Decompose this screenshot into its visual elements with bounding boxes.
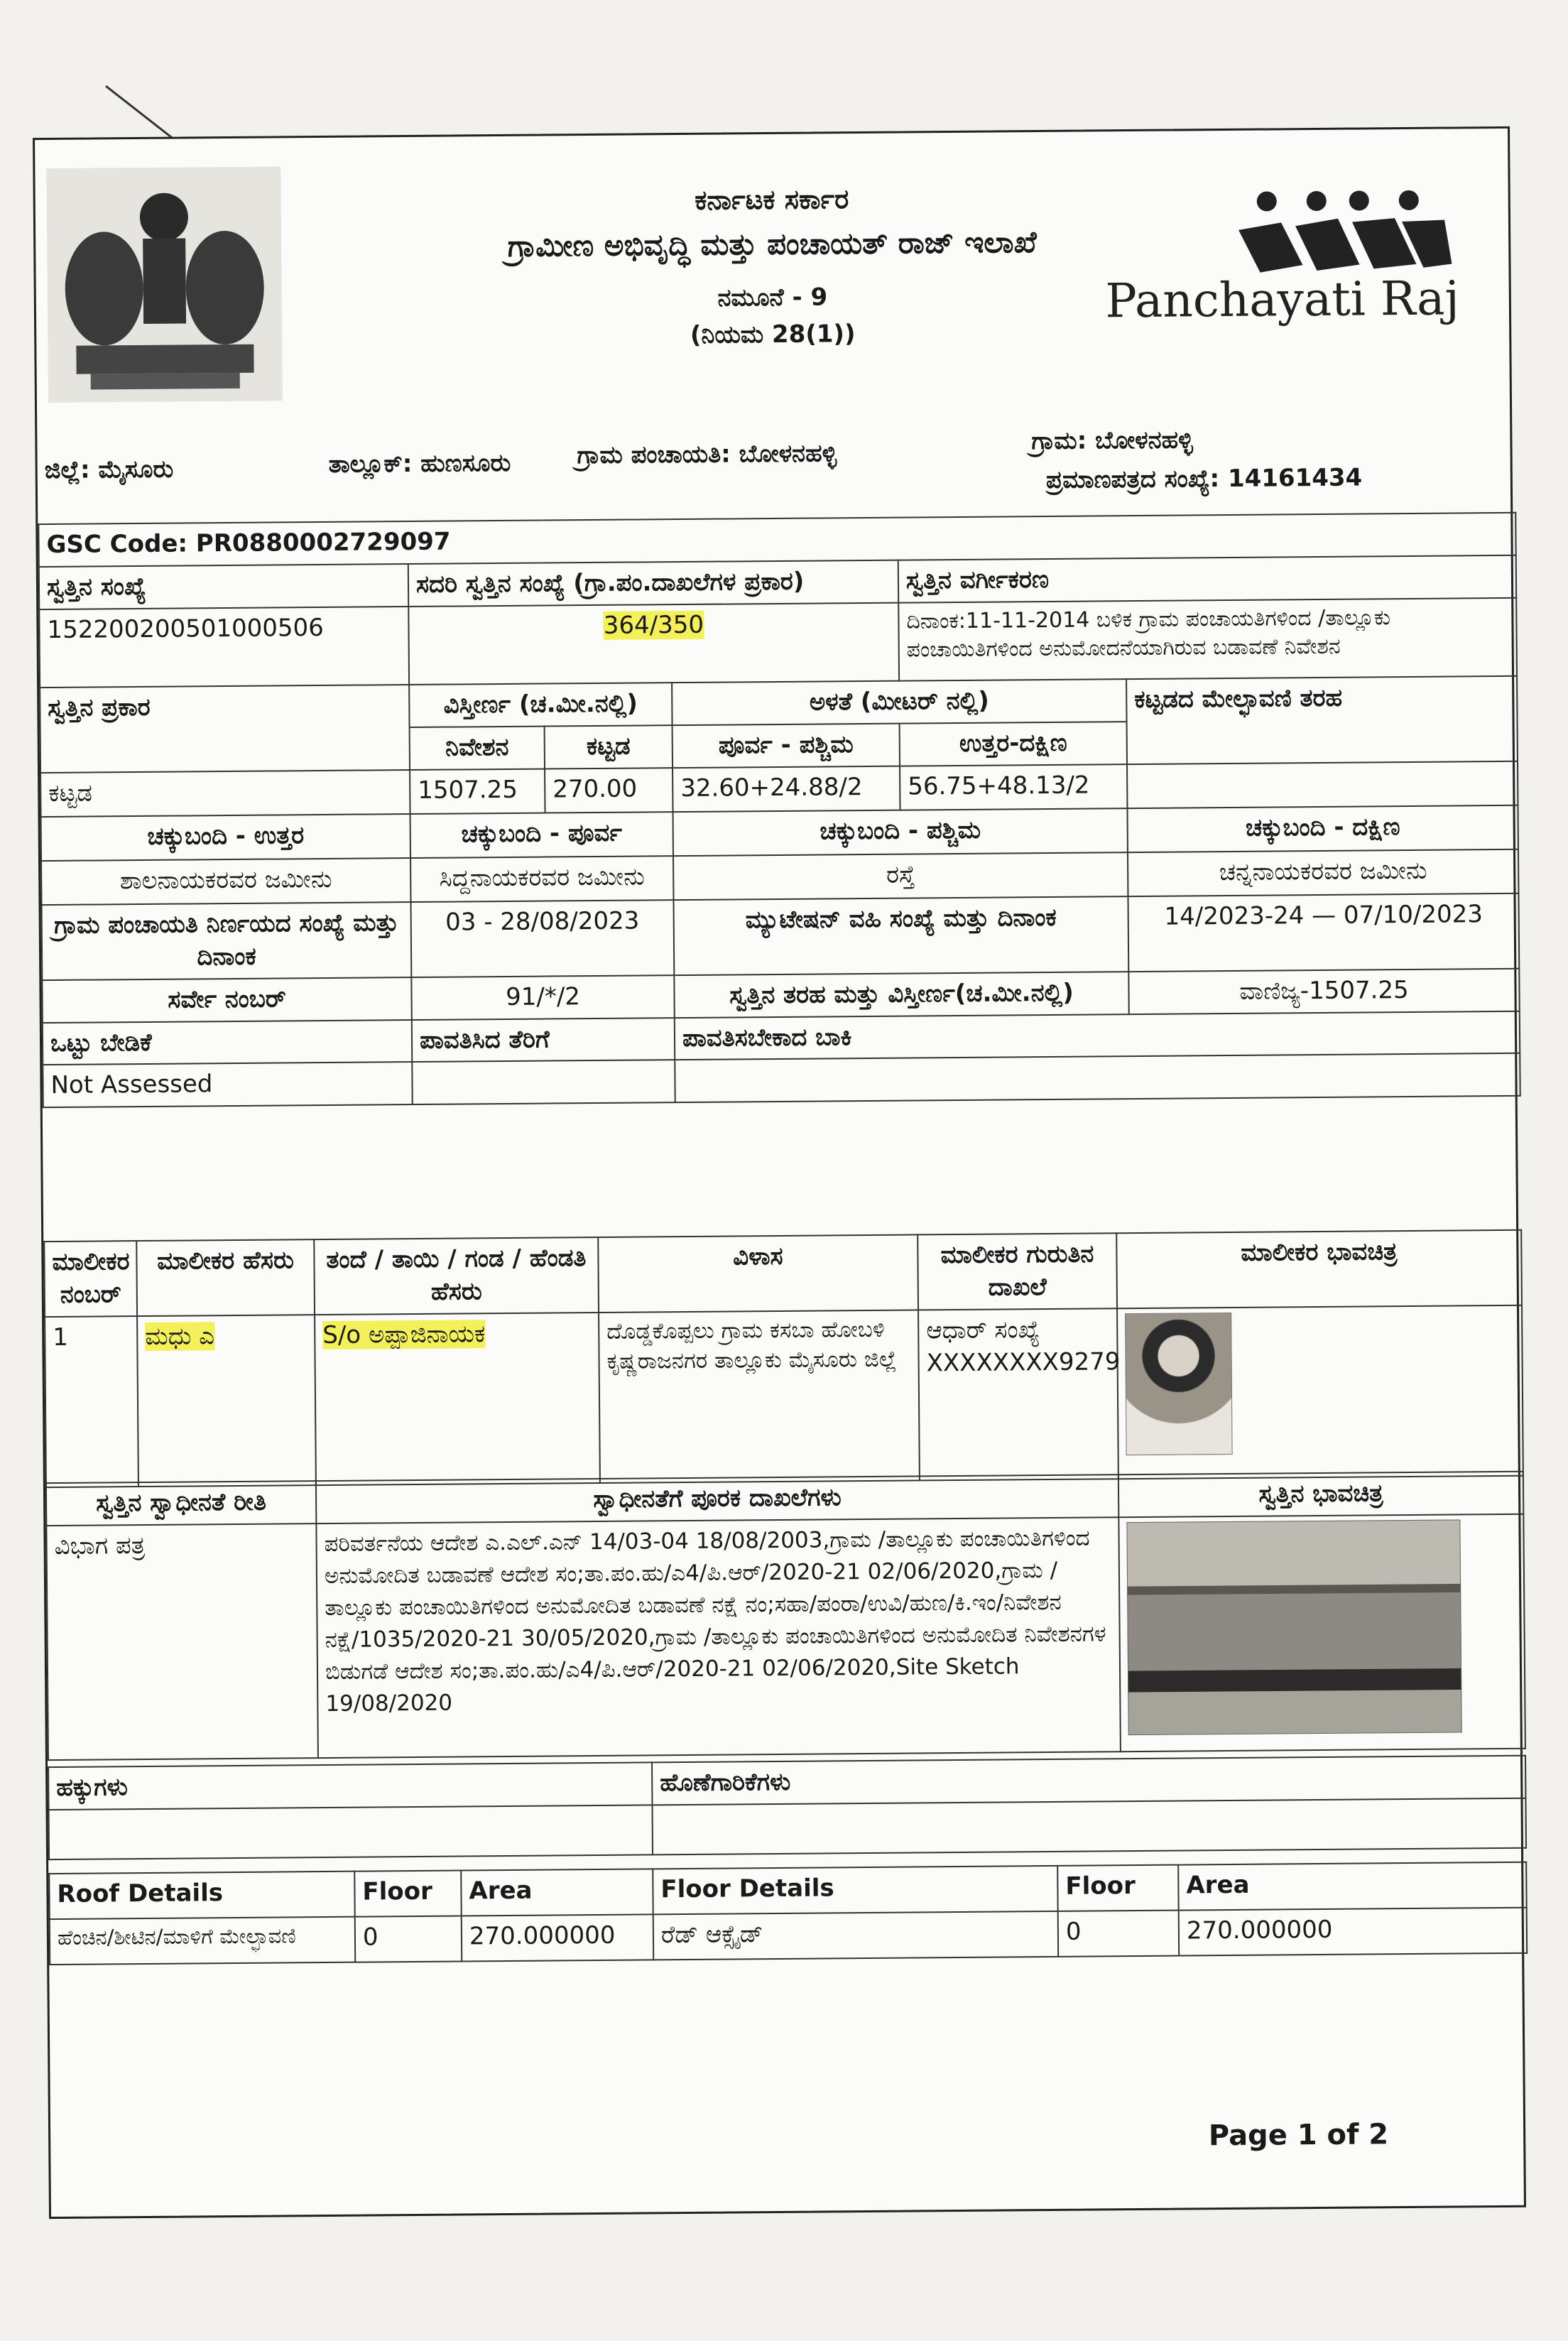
owner-table [43,1229,1524,1488]
east-value: ಸಿದ್ದನಾಯಕರವರ ಜಮೀನು [410,856,673,902]
west-label: ಚಕ್ಕುಬಂದಿ - ಪಶ್ಚಿಮ [673,808,1128,856]
supporting-docs-value: ಪರಿವರ್ತನೆಯ ಆದೇಶ ಎ.ಎಲ್.ಎನ್ 14/03-04 18/08/2003,ಗ್ರಾಮ /ತಾಲ್ಲೂಕು ಪಂಚಾಯಿತಿಗಳಿಂದ ಅನುಮೋದಿತ ಬಡಾವಣೆ ಆದೇಶ ಸಂ;ತಾ.ಪಂ.ಹು/ಎ4/ಪಿ.ಆರ್/2020-21 02/06/2020,ಗ್ರಾಮ /ತಾಲ್ಲೂಕು ಪಂಚಾಯಿತಿಗಳಿಂದ ಅನುಮೋದಿತ ಬಡಾವಣೆ ನಕ್ಷೆ ನಂ;ಸಹಾ/ಪಂರಾ/ಉವಿ/ಹುಣ/ಕಿ.ಇಂ/ನಿವೇಶನ ನಕ್ಷೆ/1035/2020-21 30/05/2020,ಗ್ರಾಮ /ತಾಲ್ಲೂಕು ಪಂಚಾಯಿತಿಗಳಿಂದ ಅನುಮೋದಿತ ನಿವೇಶನಗಳ ಬಿಡುಗಡೆ ಆದೇಶ ಸಂ;ತಾ.ಪಂ.ಹು/ಎ4/ಪಿ.ಆರ್/2020-21 02/06/2020,Site Sketch 19/08/2020 [316,1517,1121,1758]
building-label: ಕಟ್ಟಡ [545,725,673,768]
form-9-page [33,126,1526,2219]
floor-area-label: Area [1178,1862,1526,1911]
old-no-label: ಸದರಿ ಸ್ವತ್ತಿನ ಸಂಖ್ಯೆ (ಗ್ರಾ.ಪಂ.ದಾಖಲೆಗಳ ಪ್ರಕಾರ) [408,560,898,607]
id-doc-label: ಮಾಲೀಕರ ಗುರುತಿನ ದಾಖಲೆ [918,1233,1117,1310]
old-no-value: 364/350 [603,610,704,640]
roof-type-label: ಕಟ್ಟಡದ ಮೇಲ್ಛಾವಣಿ ತರಹ [1126,676,1518,764]
property-no-value: 152200200501000506 [39,607,409,688]
page-number: Page 1 of 2 [1208,2118,1389,2153]
roof-area-value: 270.000000 [462,1914,653,1961]
relation-label: ತಂದೆ / ತಾಯಿ / ಗಂಡ / ಹೆಂಡತಿ ಹೆಸರು [314,1237,599,1315]
panchayati-raj-text: Panchayati Raj [1105,271,1460,329]
ns-value: 56.75+48.13/2 [900,764,1127,810]
roof-details-label: Roof Details [49,1872,354,1919]
floor-details-label: Floor Details [653,1866,1057,1914]
pen-stroke [105,85,173,139]
department-title: ಗ್ರಾಮೀಣ ಅಭಿವೃದ್ಧಿ ಮತ್ತು ಪಂಚಾಯತ್ ರಾಜ್ ಇಲಾಖೆ [507,224,1037,264]
floor-area-value: 270.000000 [1179,1908,1527,1956]
paid-value [412,1060,675,1105]
ew-value: 32.60+24.88/2 [673,766,900,812]
roof-type-value-row: ಹೆಂಚಿನ/ಶೀಟಿನ/ಮಾಳಿಗೆ ಮೇಲ್ಛಾವಣಿ [50,1917,355,1965]
village: ಗ್ರಾಮ: ಬೋಳನಹಳ್ಳಿ [1031,425,1193,456]
certificate-number: ಪ್ರಮಾಣಪತ್ರದ ಸಂಖ್ಯೆ: 14161434 [1045,463,1363,494]
south-value: ಚನ್ನನಾಯಕರವರ ಜಮೀನು [1128,849,1519,896]
rights-label: ಹಕ್ಕುಗಳು [48,1762,652,1810]
liabilities-value [652,1798,1526,1855]
rule-number: (ನಿಯಮ 28(1)) [690,320,856,349]
dimensions-label: ಅಳತೆ (ಮೀಟರ್ ನಲ್ಲಿ) [672,679,1126,725]
address-label: ವಿಳಾಸ [598,1234,918,1312]
gsc-code: GSC Code: PR0880002729097 [38,513,1515,567]
balance-value [675,1053,1520,1102]
property-no-label: ಸ್ವತ್ತಿನ ಸಂಖ್ಯೆ [39,564,408,609]
owner-photo [1125,1313,1233,1455]
roof-floor-label: Floor [354,1871,461,1917]
owner-photo-label: ಮಾಲೀಕರ ಭಾವಚಿತ್ರ [1116,1230,1522,1308]
ownership-mode-label: ಸ್ವತ್ತಿನ ಸ್ವಾಧೀನತೆ ರೀತಿ [46,1481,316,1526]
owner-name-value: ಮಧು ಎ [145,1321,215,1351]
ew-label: ಪೂರ್ವ - ಪಶ್ಚಿಮ [673,723,900,767]
survey-label: ಸರ್ವೇ ನಂಬರ್ [42,977,411,1023]
liabilities-label: ಹೊಣೆಗಾರಿಕೆಗಳು [652,1756,1525,1805]
property-photo-label: ಸ್ವತ್ತಿನ ಭಾವಚಿತ್ರ [1118,1472,1523,1517]
mutation-label: ಮ್ಯುಟೇಷನ್ ವಹಿ ಸಂಖ್ಯೆ ಮತ್ತು ದಿನಾಂಕ [673,896,1128,975]
north-value: ಶಾಲನಾಯಕರವರ ಜಮೀನು [41,858,410,905]
total-demand-value: Not Assessed [43,1062,412,1107]
ownership-mode-value: ವಿಭಾಗ ಪತ್ರ [46,1523,318,1760]
form-number: ನಮೂನೆ - 9 [717,283,828,313]
building-area-value: 270.00 [545,768,673,813]
mutation-value: 14/2023-24 — 07/10/2023 [1128,894,1519,972]
rights-value [49,1805,653,1859]
site-area-value: 1507.25 [410,768,545,813]
site-label: ನಿವೇಶನ [410,726,545,769]
total-demand-label: ಒಟ್ಟು ಬೇಡಿಕೆ [43,1020,412,1065]
ns-label: ಉತ್ತರ-ದಕ್ಷಿಣ [900,722,1127,766]
east-label: ಚಕ್ಕುಬಂದಿ - ಪೂರ್ವ [410,812,673,858]
property-details-table [38,512,1520,1109]
usage-label: ಸ್ವತ್ತಿನ ತರಹ ಮತ್ತು ವಿಸ್ತೀರ್ಣ(ಚ.ಮೀ.ನಲ್ಲಿ) [674,972,1128,1018]
paid-label: ಪಾವತಿಸಿದ ತೆರಿಗೆ [412,1018,675,1063]
west-value: ರಸ್ತೆ [673,852,1128,900]
rights-table [48,1755,1527,1860]
address-value: ದೊಡ್ಡಕೊಪ್ಪಲು ಗ್ರಾಮ ಕಸಬಾ ಹೋಬಳಿ ಕೃಷ್ಣರಾಜನಗರ ತಾಲ್ಲೂಕು ಮೈಸೂರು ಜಿಲ್ಲೆ [599,1310,920,1483]
owner-no-label: ಮಾಲೀಕರ ನಂಬರ್ [44,1241,137,1317]
gp-resolution-label: ಗ್ರಾಮ ಪಂಚಾಯತಿ ನಿರ್ಣಯದ ಸಂಖ್ಯೆ ಮತ್ತು ದಿನಾಂಕ [42,902,412,980]
district: ಜಿಲ್ಲೆ: ಮೈಸೂರು [44,455,174,485]
usage-value: ವಾಣಿಜ್ಯ-1507.25 [1128,968,1520,1014]
roof-type-value [1127,761,1518,808]
roof-floor-table [48,1862,1528,1965]
taluk: ತಾಲ್ಲೂಕ್: ಹುಣಸೂರು [328,448,511,479]
owner-no-value: 1 [45,1316,138,1487]
gp-resolution-value: 03 - 28/08/2023 [410,900,674,977]
classification-label: ಸ್ವತ್ತಿನ ವರ್ಗೀಕರಣ [898,555,1517,603]
property-type-value: ಕಟ್ಟಡ [40,770,410,817]
relation-value: S/o ಅಪ್ಪಾಜಿನಾಯಕ [322,1319,486,1349]
roof-area-label: Area [461,1869,653,1916]
id-doc-value: ಆಧಾರ್ ಸಂಖ್ಯೆ XXXXXXXX9279 [918,1308,1118,1480]
property-photo [1126,1519,1461,1735]
north-label: ಚಕ್ಕುಬಂದಿ - ಉತ್ತರ [41,814,410,861]
roof-floor-value: 0 [355,1916,462,1962]
classification-value: ದಿನಾಂಕ:11-11-2014 ಬಳಿಕ ಗ್ರಾಮ ಪಂಚಾಯತಿಗಳಿಂದ /ತಾಲ್ಲೂಕು ಪಂಚಾಯಿತಿಗಳಿಂದ ಅನುಮೋದನೆಯಾಗಿರುವ ಬಡಾವಣೆ ನಿವೇಶನ [898,598,1517,681]
floor-floor-label: Floor [1057,1865,1178,1911]
header [35,129,1510,523]
owner-name-label: ಮಾಲೀಕರ ಹೆಸರು [136,1239,315,1316]
south-label: ಚಕ್ಕುಬಂದಿ - ದಕ್ಷಿಣ [1127,805,1518,852]
floor-type-value: ರೆಡ್ ಆಕ್ಸೈಡ್ [653,1911,1058,1960]
gram-panchayat: ಗ್ರಾಮ ಪಂಚಾಯತಿ: ಬೋಳನಹಳ್ಳಿ [577,439,837,470]
floor-floor-value: 0 [1058,1911,1179,1957]
area-label: ವಿಸ್ತೀರ್ಣ (ಚ.ಮೀ.ನಲ್ಲಿ) [409,683,672,727]
supporting-docs-label: ಸ್ವಾಧೀನತೆಗೆ ಪೂರಕ ದಾಖಲೆಗಳು [316,1474,1118,1523]
ownership-table [45,1471,1526,1761]
balance-label: ಪಾವತಿಸಬೇಕಾದ ಬಾಕಿ [675,1011,1520,1060]
state-title: ಕರ್ನಾಟಕ ಸರ್ಕಾರ [695,183,849,216]
survey-value: 91/*/2 [411,975,674,1020]
property-type-label: ಸ್ವತ್ತಿನ ಪ್ರಕಾರ [40,685,410,773]
